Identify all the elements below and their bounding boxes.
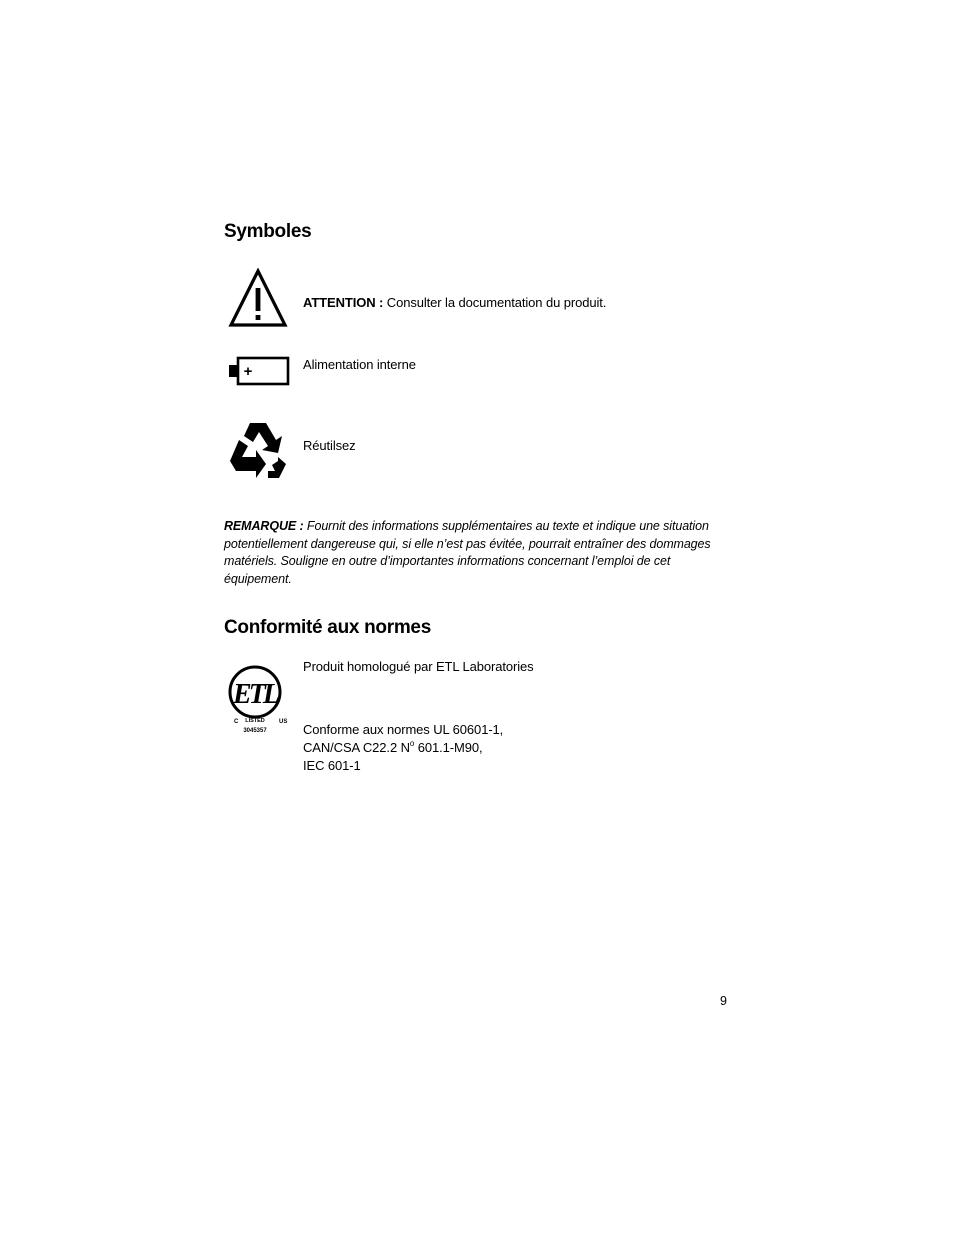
note-label: REMARQUE :	[224, 519, 304, 533]
battery-plus-sign: +	[243, 363, 253, 380]
page-number: 9	[720, 994, 727, 1008]
standards-block	[303, 721, 503, 775]
attention-label: ATTENTION :	[303, 295, 384, 310]
etl-logo-us: US	[279, 719, 288, 725]
symbols-heading: Symboles	[224, 221, 312, 242]
warning-triangle-icon	[228, 268, 288, 328]
recycle-icon	[228, 420, 290, 482]
etl-logo-listed: LISTED	[245, 718, 265, 724]
recycle-description: Réutilsez	[303, 438, 356, 453]
etl-description: Produit homologué par ETL Laboratories	[303, 659, 534, 674]
etl-logo-number: 3045357	[243, 728, 267, 734]
battery-icon	[228, 356, 290, 386]
standards-line-2-sup: o	[409, 739, 415, 748]
battery-description: Alimentation interne	[303, 357, 416, 372]
attention-description	[303, 294, 606, 312]
standards-line-2-b: 601.1-M90,	[414, 740, 483, 755]
etl-logo-c: C	[234, 719, 239, 725]
note-text: Fournit des informations supplémentaires au texte et indique une situation potentiellement dangereuse qui, si elle n’est pas évitée, pourrait entraîner des dommages matériels. Souligne en outre d’importantes informations concernant l’emploi de cet équipement.	[224, 519, 711, 586]
compliance-heading: Conformité aux normes	[224, 617, 431, 638]
standards-line-1: Conforme aux normes UL 60601-1,	[303, 722, 504, 737]
etl-logo-letters: ETL	[233, 679, 277, 710]
standards-line-2	[303, 739, 503, 757]
attention-text: Consulter la documentation du produit.	[383, 295, 607, 310]
standards-line-2-a: CAN/CSA C22.2 N	[303, 740, 410, 755]
note-paragraph	[224, 518, 724, 588]
standards-line-3: IEC 601-1	[303, 758, 361, 773]
etl-listed-mark-icon	[226, 662, 294, 736]
